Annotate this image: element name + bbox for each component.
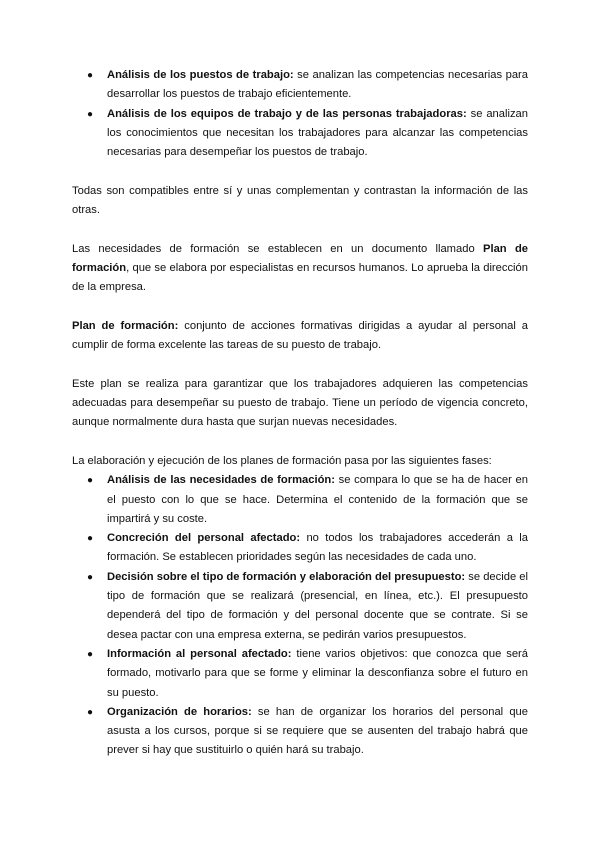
definition-term: Plan de formación: (72, 319, 179, 332)
list-item-term: Análisis de los puestos de trabajo: (107, 69, 294, 81)
list-item-text: se analizan los conocimientos que necesitan los trabajadores para alcanzar las competencias necesarias para desempeñar los puestos de trabajo. (107, 107, 528, 159)
top-bullet-list (72, 66, 528, 162)
list-item-text: se compara lo que se ha de hacer en el puesto con lo que se hace. Determina el contenido de la formación que se impartirá y su coste. (107, 474, 528, 525)
list-item (72, 105, 528, 163)
list-item (72, 471, 528, 529)
list-item-text: se analizan las competencias necesarias para desarrollar los puestos de trabajo eficientemente. (107, 69, 529, 101)
list-item-text: tiene varios objetivos: que conozca que será formado, motivarlo para que se forme y eliminar la desconfianza sobre el futuro en su puesto. (107, 647, 529, 699)
paragraph-compatibles: Todas son compatibles entre sí y unas complementan y contrastan la información de las otras. (72, 184, 528, 217)
list-item (72, 703, 528, 761)
list-item-text: se decide el tipo de formación que se realizará (presencial, en línea, etc.). El presupuesto dependerá del tipo de formación y del personal docente que se contrate. Si se desea pactar con una empresa externa, se pedirán varios presupuestos. (107, 570, 529, 641)
bullet-icon: ● (87, 70, 94, 81)
bullet-icon: ● (87, 533, 94, 545)
list-item-term: Organización de horarios: (107, 705, 252, 718)
document-page (72, 66, 528, 761)
list-item-term: Análisis de los equipos de trabajo y de las personas trabajadoras: (107, 107, 467, 120)
list-item-text: no todos los trabajadores accederán a la formación. Se establecen prioridades según las necesidades de cada uno. (107, 532, 528, 564)
fases-bullet-list (72, 471, 528, 760)
list-item-term: Concreción del personal afectado: (107, 532, 301, 545)
paragraph-plan-before: Las necesidades de formación se establecen en un documento llamado (72, 242, 475, 255)
paragraph-este-plan: Este plan se realiza para garantizar que los trabajadores adquieren las competencias adecuadas para desempeñar su puesto de trabajo. Tiene un período de vigencia concreto, aunque normalmente dura hasta que surjan nuevas necesidades. (72, 377, 528, 429)
bullet-icon: ● (87, 571, 94, 583)
list-item-text: se han de organizar los horarios del personal que asusta a los cursos, porque si se requiere que se ausenten del trabajo habrá que prever si hay que sustituirlo o quién hará su trabajo. (107, 705, 528, 757)
list-item-term: Análisis de las necesidades de formación: (107, 474, 335, 487)
definition-text: conjunto de acciones formativas dirigidas a ayudar al personal a cumplir de forma excelente las tareas de su puesto de trabajo. (72, 319, 528, 352)
bullet-icon: ● (87, 475, 94, 487)
list-item (72, 645, 528, 703)
paragraph-plan (72, 240, 528, 298)
paragraph-fases: La elaboración y ejecución de los planes de formación pasa por las siguientes fases: (72, 454, 492, 467)
paragraph-plan-after: , que se elabora por especialistas en recursos humanos. Lo aprueba la dirección de la empresa. (72, 261, 528, 294)
list-item (72, 529, 528, 568)
list-item (72, 568, 528, 645)
paragraph-plan-bold: Plan de formación (72, 242, 529, 274)
bullet-icon: ● (87, 648, 94, 660)
list-item-term: Información al personal afectado: (107, 647, 292, 660)
bullet-icon: ● (87, 706, 94, 718)
paragraph-definition (72, 317, 528, 356)
list-item (72, 66, 528, 105)
bullet-icon: ● (87, 108, 94, 120)
list-item-term: Decisión sobre el tipo de formación y elaboración del presupuesto: (107, 570, 466, 583)
